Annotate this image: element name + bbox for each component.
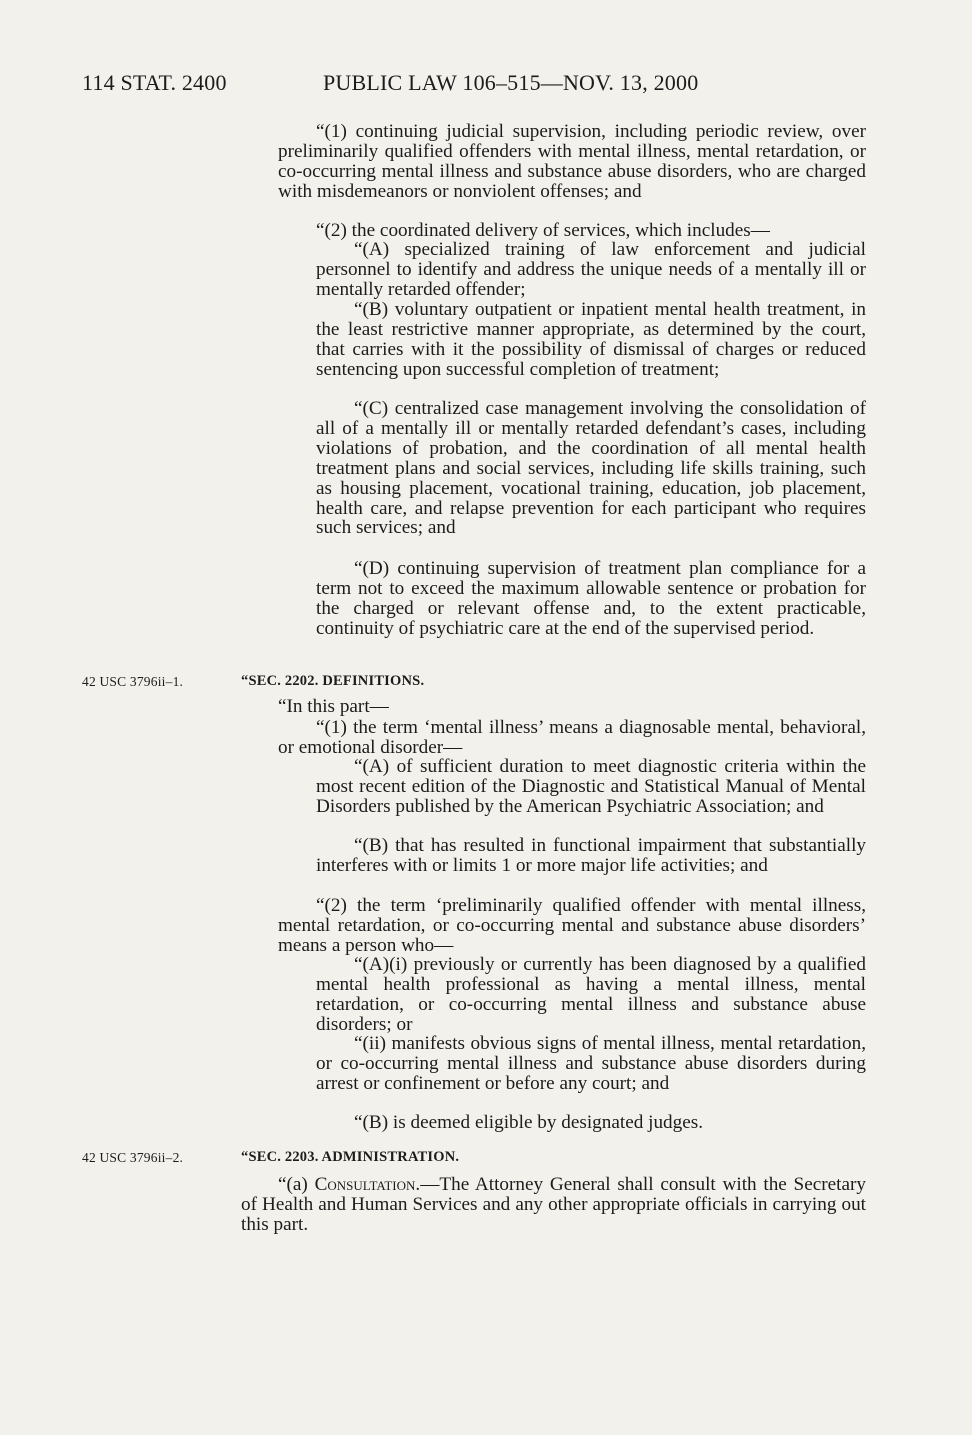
- definition-2-b: “(B) is deemed eligible by designated judges.: [354, 1112, 704, 1133]
- subsection-a-text: The Attorney General shall consult with the Secretary of Health and Human Services and any other appropriate officials in carrying out this part.: [241, 1174, 866, 1235]
- running-head: [82, 70, 782, 100]
- definition-1: “(1) the term ‘mental illness’ means a diagnosable mental, behavioral, or emotional disorder—: [278, 717, 866, 758]
- definitions-intro: “In this part—: [278, 696, 389, 717]
- margin-citation-2202: 42 USC 3796ii–1.: [82, 674, 184, 689]
- definition-2: “(2) the term ‘preliminarily qualified offender with mental illness, mental retardation, or co-occurring mental and substance abuse disorders’ means a person who—: [278, 895, 866, 956]
- section-heading-2203: “SEC. 2203. ADMINISTRATION.: [241, 1149, 460, 1165]
- law-citation: PUBLIC LAW 106–515—NOV. 13, 2000: [323, 70, 699, 95]
- subsection-a-dash: .—: [415, 1174, 440, 1195]
- subsection-a: [241, 1175, 866, 1235]
- paragraph-2-d: “(D) continuing supervision of treatment plan compliance for a term not to exceed the maximum allowable sentence or probation for the charged or relevant offense and, to the extent practicable, continuity of psychiatric care at the end of the supervised period.: [316, 558, 866, 639]
- page-citation: 114 STAT. 2400: [82, 70, 227, 95]
- subsection-a-caption: Consultation: [314, 1174, 416, 1195]
- definition-2-a-ii: “(ii) manifests obvious signs of mental illness, mental retardation, or co-occurring mental illness and substance abuse disorders during arrest or confinement or before any court; and: [316, 1033, 866, 1094]
- margin-citation-2203: 42 USC 3796ii–2.: [82, 1150, 184, 1165]
- section-heading-2202: “SEC. 2202. DEFINITIONS.: [241, 673, 425, 689]
- definition-1-a: “(A) of sufficient duration to meet diagnostic criteria within the most recent edition of the Diagnostic and Statistical Manual of Mental Disorders published by the American Psychiatric Association; and: [316, 756, 866, 817]
- paragraph-2-a: “(A) specialized training of law enforcement and judicial personnel to identify and address the unique needs of a mentally ill or mentally retarded offender;: [316, 239, 866, 300]
- subsection-a-label: “(a): [278, 1174, 315, 1195]
- definition-1-b: “(B) that has resulted in functional impairment that substantially interferes with or limits 1 or more major life activities; and: [316, 835, 866, 876]
- paragraph-1: “(1) continuing judicial supervision, including periodic review, over preliminarily qualified offenders with mental illness, mental retardation, or co-occurring mental illness and substance abuse disorders, who are charged with misdemeanors or nonviolent offenses; and: [278, 121, 866, 202]
- paragraph-2: “(2) the coordinated delivery of services, which includes—: [316, 220, 770, 241]
- paragraph-2-c: “(C) centralized case management involving the consolidation of all of a mentally ill or mentally retarded defendant’s cases, including violations of probation, and the coordination of all mental health treatment plans and social services, including life skills training, such as housing placement, vocational training, education, job placement, health care, and relapse prevention for each participant who requires such services; and: [316, 398, 866, 539]
- paragraph-2-b: “(B) voluntary outpatient or inpatient mental health treatment, in the least restrictive manner appropriate, as determined by the court, that carries with it the possibility of dismissal of charges or reduced sentencing upon successful completion of treatment;: [316, 299, 866, 380]
- definition-2-a-i: “(A)(i) previously or currently has been diagnosed by a qualified mental health professional as having a mental illness, mental retardation, or co-occurring mental illness and substance abuse disorders; or: [316, 954, 866, 1035]
